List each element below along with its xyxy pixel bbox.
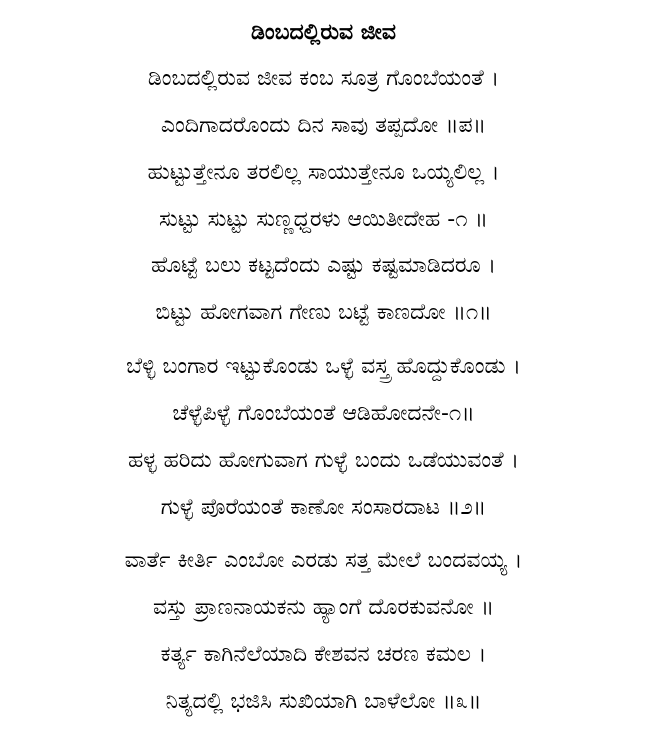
verse-line: ಗುಳ್ಳೆ ಪೊರೆಯಂತೆ ಕಾಣೋ ಸಂಸಾರದಾಟ ॥೨॥ [160,495,487,520]
verse-line: ಹುಟ್ಟುತ್ತೇನೂ ತರಲಿಲ್ಲ ಸಾಯುತ್ತೇನೂ ಒಯ್ಯಲಿಲ್ಲ । [147,160,500,185]
verse-line: ಹೊಟ್ಟೆ ಬಲು ಕಟ್ಟದೆಂದು ಎಷ್ಟು ಕಷ್ಟಮಾಡಿದರೂ । [151,253,496,278]
verse-line: ಬೆಳ್ಳಿ ಬಂಗಾರ ಇಟ್ಟುಕೊಂಡು ಒಳ್ಳೆ ವಸ್ತ್ರ ಹೊದ್ದುಕೊಂಡು । [126,354,521,379]
verse-line: ಚೆಳ್ಳೆಪಿಳ್ಳೆ ಗೊಂಬೆಯಂತೆ ಆಡಿಹೋದನೇ-೧॥ [172,401,475,426]
verse-line: ಡಿಂಬದಲ್ಲಿರುವ ಜೀವ ಕಂಬ ಸೂತ್ರ ಗೊಂಬೆಯಂತೆ । [147,66,500,91]
verse-line: ವಸ್ತು ಪ್ರಾಣನಾಯಕನು ಹ್ಯಾಂಗೆ ದೊರಕುವನೋ ॥ [152,595,495,620]
verse-line: ವಾರ್ತೆ ಕೀರ್ತಿ ಎಂಬೋ ಎರಡು ಸತ್ತ ಮೇಲೆ ಬಂದವಯ್ಯ । [124,548,523,573]
verse-line: ಬಿಟ್ಟು ಹೋಗವಾಗ ಗೇಣು ಬಟ್ಟೆ ಕಾಣದೋ ॥೧॥ [155,300,492,325]
verse-line: ಎಂದಿಗಾದರೊಂದು ದಿನ ಸಾವು ತಪ್ಪದೋ ॥ಪ॥ [160,113,487,138]
song-title: ಡಿಂಬದಲ್ಲಿರುವ ಜೀವ [250,20,396,45]
verse-line: ಕರ್ತ್ಯ ಕಾಗಿನೆಲೆಯಾದಿ ಕೇಶವನ ಚರಣ ಕಮಲ । [160,642,487,667]
verse-line: ನಿತ್ಯದಲ್ಲಿ ಭಜಿಸಿ ಸುಖಿಯಾಗಿ ಬಾಳೆಲೋ ॥೩॥ [165,689,482,714]
verse-line: ಸುಟ್ಟು ಸುಟ್ಟು ಸುಣ್ಣಧ್ದರಳು ಆಯಿತೀದೇಹ -೧ ॥ [159,207,488,232]
verse-line: ಹಳ್ಳ ಹರಿದು ಹೋಗುವಾಗ ಗುಳ್ಳೆ ಬಂದು ಒಡೆಯುವಂತೆ । [127,448,520,473]
